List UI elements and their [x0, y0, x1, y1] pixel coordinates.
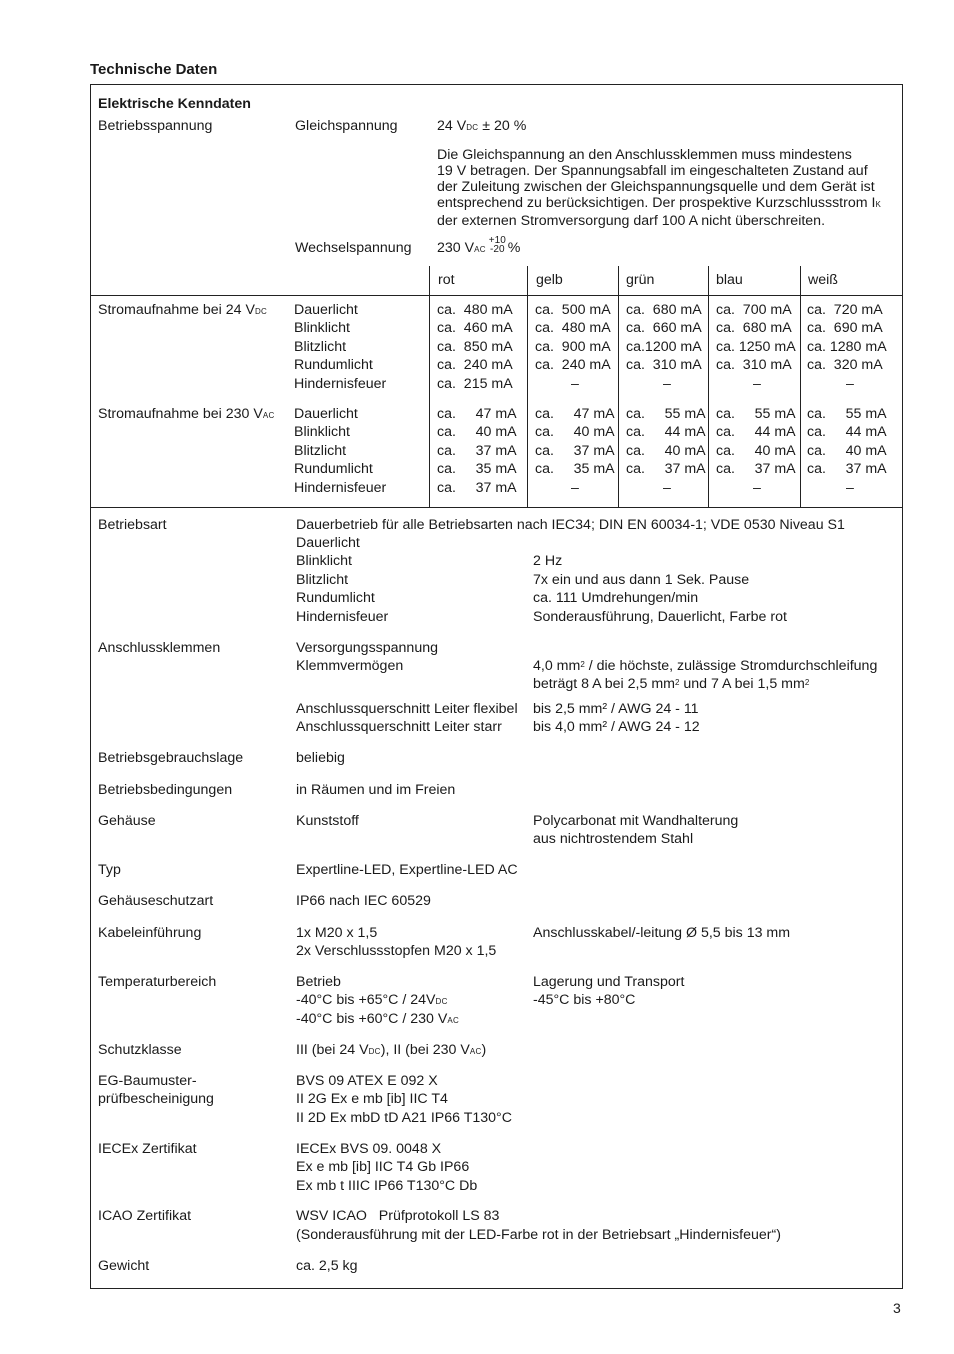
cable-label: Kabeleinführung [98, 925, 202, 941]
ac-label: Wechselspannung [295, 240, 412, 256]
temperature-op-2: -40°C bis +60°C / 230 VAC [296, 1011, 460, 1027]
ac-value: 230 VAC +10 -20 % [437, 235, 521, 256]
conditions-label: Betriebsbedingungen [98, 782, 233, 798]
weight-value: ca. 2,5 kg [296, 1258, 358, 1274]
temperature-op-title: Betrieb [296, 974, 341, 990]
terminals-flex-label: Anschlussquerschnitt Leiter flexibel [296, 701, 518, 717]
housing-detail-1: Polycarbonat mit Wandhalterung [533, 813, 739, 829]
dc-note: Die Gleichspannung an den Anschlussklemmen muss mindestens 19 V betragen. Der Spannungsabfall im eingeschalteten Zustand auf der Zuleitung zwischen der Gleichspannungsquelle und dem Gerät ist entsprechend zu berücksichtigen. Der prospektive Kurzschlussstrom IK der externen Stromversorgung darf 100 A nicht überschreiten. [437, 147, 882, 229]
terminals-flex-value: bis 2,5 mm² / AWG 24 - 11 [533, 701, 699, 717]
position-label: Betriebsgebrauchslage [98, 750, 244, 766]
current-230-blau: ca. 55 mA ca. 44 mA ca. 40 mA ca. 37 mA – [716, 406, 796, 496]
current-230-weiss: ca. 55 mA ca. 44 mA ca. 40 mA ca. 37 mA – [807, 406, 887, 496]
current-24-rot: ca. 480 mA ca. 460 mA ca. 850 mA ca. 240 mA ca. 215 mA [437, 302, 513, 392]
operation-details: 2 Hz 7x ein und aus dann 1 Sek. Pause ca. 111 Umdrehungen/min Sonderausführung, Dauerlicht, Farbe rot [533, 553, 787, 625]
temperature-storage-title: Lagerung und Transport [533, 974, 685, 990]
dc-value: 24 VDC ± 20 % [437, 118, 527, 134]
operation-label: Betriebsart [98, 517, 167, 533]
section-title: Technische Daten [90, 61, 218, 78]
terminals-label: Anschlussklemmen [98, 640, 221, 656]
ec-cert-lines: BVS 09 ATEX E 092 X II 2G Ex e mb [ib] IIC T4 II 2D Ex mbD tD A21 IP66 T130°C [296, 1073, 512, 1126]
class-label: Schutzklasse [98, 1042, 182, 1058]
iecex-lines: IECEx BVS 09. 0048 X Ex e mb [ib] IIC T4 Gb IP66 Ex mb t IIIC IP66 T130°C Db [296, 1141, 478, 1194]
housing-detail-2: aus nichtrostendem Stahl [533, 831, 694, 847]
icao-line-1: WSV ICAO Prüfprotokoll LS 83 [296, 1208, 500, 1224]
current-24-weiss: ca. 720 mA ca. 690 mA ca. 1280 mA ca. 320 mA – [807, 302, 887, 392]
terminals-clamp-value-1: 4,0 $mm^2$ / die höchste, zulässige Stromdurchschleifung [533, 658, 878, 674]
terminals-clamp: Klemmvermögen [296, 658, 404, 674]
page-number: 3 [893, 1300, 901, 1316]
current-24-gruen: ca. 680 mA ca. 660 mA ca.1200 mA ca. 310 mA – [626, 302, 702, 392]
column-divider [618, 266, 619, 507]
operation-intro: Dauerbetrieb für alle Betriebsarten nach IEC34; DIN EN 60034-1; VDE 0530 Niveau S1 [296, 517, 845, 533]
current-230-gelb: ca. 47 mA ca. 40 mA ca. 37 mA ca. 35 mA – [535, 406, 615, 496]
class-value: III (bei 24 VDC), II (bei 230 VAC) [296, 1042, 487, 1058]
supply-label: Betriebsspannung [98, 118, 213, 134]
position-value: beliebig [296, 750, 345, 766]
terminals-clamp-value-2: beträgt 8 A bei 2,5 $mm^2$ und 7 A bei 1,5 $mm^2$ [533, 676, 810, 692]
ec-cert-label-1: EG-Baumuster- [98, 1073, 197, 1089]
cable-value-1: 1x M20 x 1,5 [296, 925, 378, 941]
ec-cert-label-2: prüfbescheinigung [98, 1091, 214, 1107]
cable-value-2: 2x Verschlussstopfen M20 x 1,5 [296, 943, 497, 959]
type-value: Expertline-LED, Expertline-LED AC [296, 862, 518, 878]
electrical-title: Elektrische Kenndaten [98, 96, 251, 112]
color-header-blau: blau [716, 272, 743, 288]
type-label: Typ [98, 862, 121, 878]
column-divider [527, 266, 528, 507]
current-230-gruen: ca. 55 mA ca. 44 mA ca. 40 mA ca. 37 mA – [626, 406, 706, 496]
color-header-rot: rot [438, 272, 455, 288]
terminals-rigid-value: bis 4,0 mm² / AWG 24 - 12 [533, 719, 700, 735]
terminals-rigid-label: Anschlussquerschnitt Leiter starr [296, 719, 502, 735]
current-24-label: Stromaufnahme bei 24 VDC [98, 302, 268, 318]
current-24-blau: ca. 700 mA ca. 680 mA ca. 1250 mA ca. 310 mA – [716, 302, 796, 392]
conditions-value: in Räumen und im Freien [296, 782, 456, 798]
icao-label: ICAO Zertifikat [98, 1208, 192, 1224]
current-230-rot: ca. 47 mA ca. 40 mA ca. 37 mA ca. 35 mA ca. 37 mA [437, 406, 517, 496]
operation-modes: Dauerlicht Blinklicht Blitzlicht Rundumlicht Hindernisfeuer [296, 535, 389, 625]
housing-value: Kunststoff [296, 813, 359, 829]
cable-detail: Anschlusskabel/-leitung Ø 5,5 bis 13 mm [533, 925, 791, 941]
protection-value: IP66 nach IEC 60529 [296, 893, 431, 909]
icao-line-2: (Sonderausführung mit der LED-Farbe rot in der Betriebsart „Hindernisfeuer“) [296, 1227, 781, 1243]
color-header-weiss: weiß [808, 272, 838, 288]
divider [90, 295, 902, 296]
temperature-label: Temperaturbereich [98, 974, 217, 990]
current-24-gelb: ca. 500 mA ca. 480 mA ca. 900 mA ca. 240 mA – [535, 302, 611, 392]
temperature-op-1: -40°C bis +65°C / 24VDC [296, 992, 448, 1008]
column-divider [708, 266, 709, 507]
divider [90, 507, 902, 508]
housing-label: Gehäuse [98, 813, 156, 829]
column-divider [800, 266, 801, 507]
protection-label: Gehäuseschutzart [98, 893, 214, 909]
current-24-modes: Dauerlicht Blinklicht Blitzlicht Rundumlicht Hindernisfeuer [294, 302, 387, 392]
color-header-gruen: grün [626, 272, 655, 288]
iecex-label: IECEx Zertifikat [98, 1141, 197, 1157]
current-230-modes: Dauerlicht Blinklicht Blitzlicht Rundumlicht Hindernisfeuer [294, 406, 387, 496]
dc-label: Gleichspannung [295, 118, 398, 134]
current-230-label: Stromaufnahme bei 230 VAC [98, 406, 275, 422]
temperature-storage-value: -45°C bis +80°C [533, 992, 636, 1008]
column-divider [429, 266, 430, 507]
weight-label: Gewicht [98, 1258, 150, 1274]
terminals-supply: Versorgungsspannung [296, 640, 438, 656]
color-header-gelb: gelb [536, 272, 563, 288]
